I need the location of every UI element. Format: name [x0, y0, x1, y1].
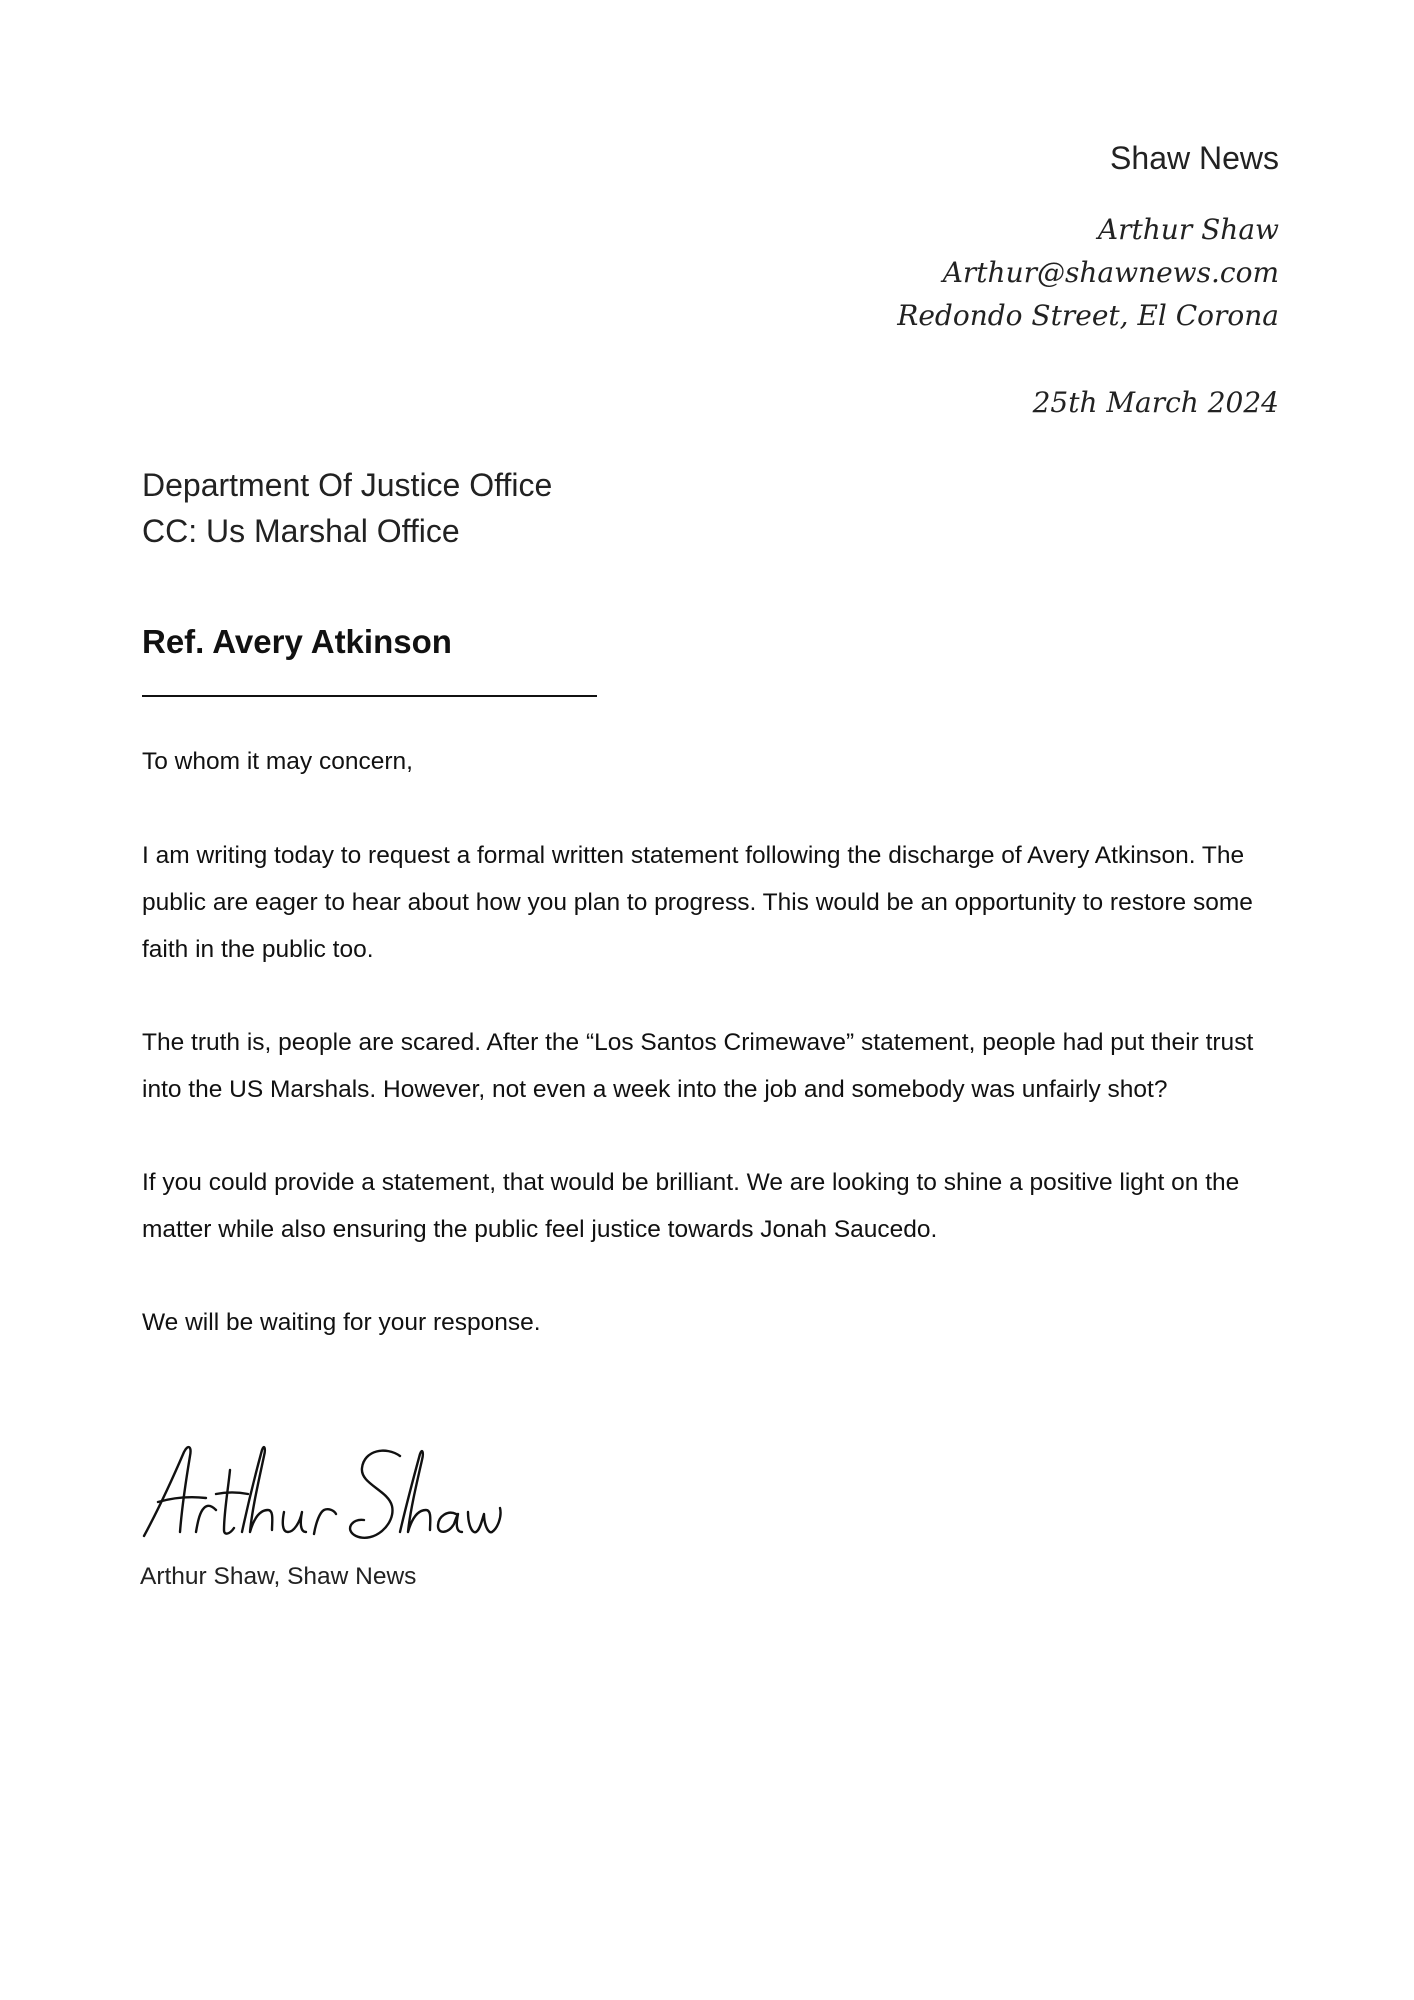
handwritten-signature: [138, 1440, 508, 1550]
sender-block: [897, 138, 1279, 424]
body-paragraph-2: The truth is, people are scared. After the “Los Santos Crimewave” statement, people had put their trust into the US Marshals. However, not even a week into the job and somebody was unfairly shot?: [142, 1029, 1254, 1103]
letter-body: [142, 738, 1282, 1392]
signature-caption: Arthur Shaw, Shaw News: [140, 1563, 417, 1590]
recipient-block: [142, 462, 552, 554]
sender-email: Arthur@shawnews.com: [942, 256, 1279, 289]
reference-heading: Ref. Avery Atkinson: [142, 623, 452, 660]
sender-organization: Shaw News: [1110, 140, 1279, 176]
body-paragraph-4: We will be waiting for your response.: [142, 1309, 541, 1336]
recipient-line-2: CC: Us Marshal Office: [142, 513, 460, 549]
reference-divider: [142, 695, 597, 697]
letter-date: 25th March 2024: [1032, 386, 1279, 419]
body-paragraph-1: I am writing today to request a formal written statement following the discharge of Avery Atkinson. The public are eager to hear about how you plan to progress. This would be an opportunity to restore some faith in the public too.: [142, 842, 1253, 963]
salutation: To whom it may concern,: [142, 748, 413, 775]
sender-name: Arthur Shaw: [1097, 213, 1279, 246]
body-paragraph-3: If you could provide a statement, that would be brilliant. We are looking to shine a positive light on the matter while also ensuring the public feel justice towards Jonah Saucedo.: [142, 1169, 1240, 1243]
recipient-line-1: Department Of Justice Office: [142, 467, 553, 503]
sender-address: Redondo Street, El Corona: [897, 299, 1279, 332]
